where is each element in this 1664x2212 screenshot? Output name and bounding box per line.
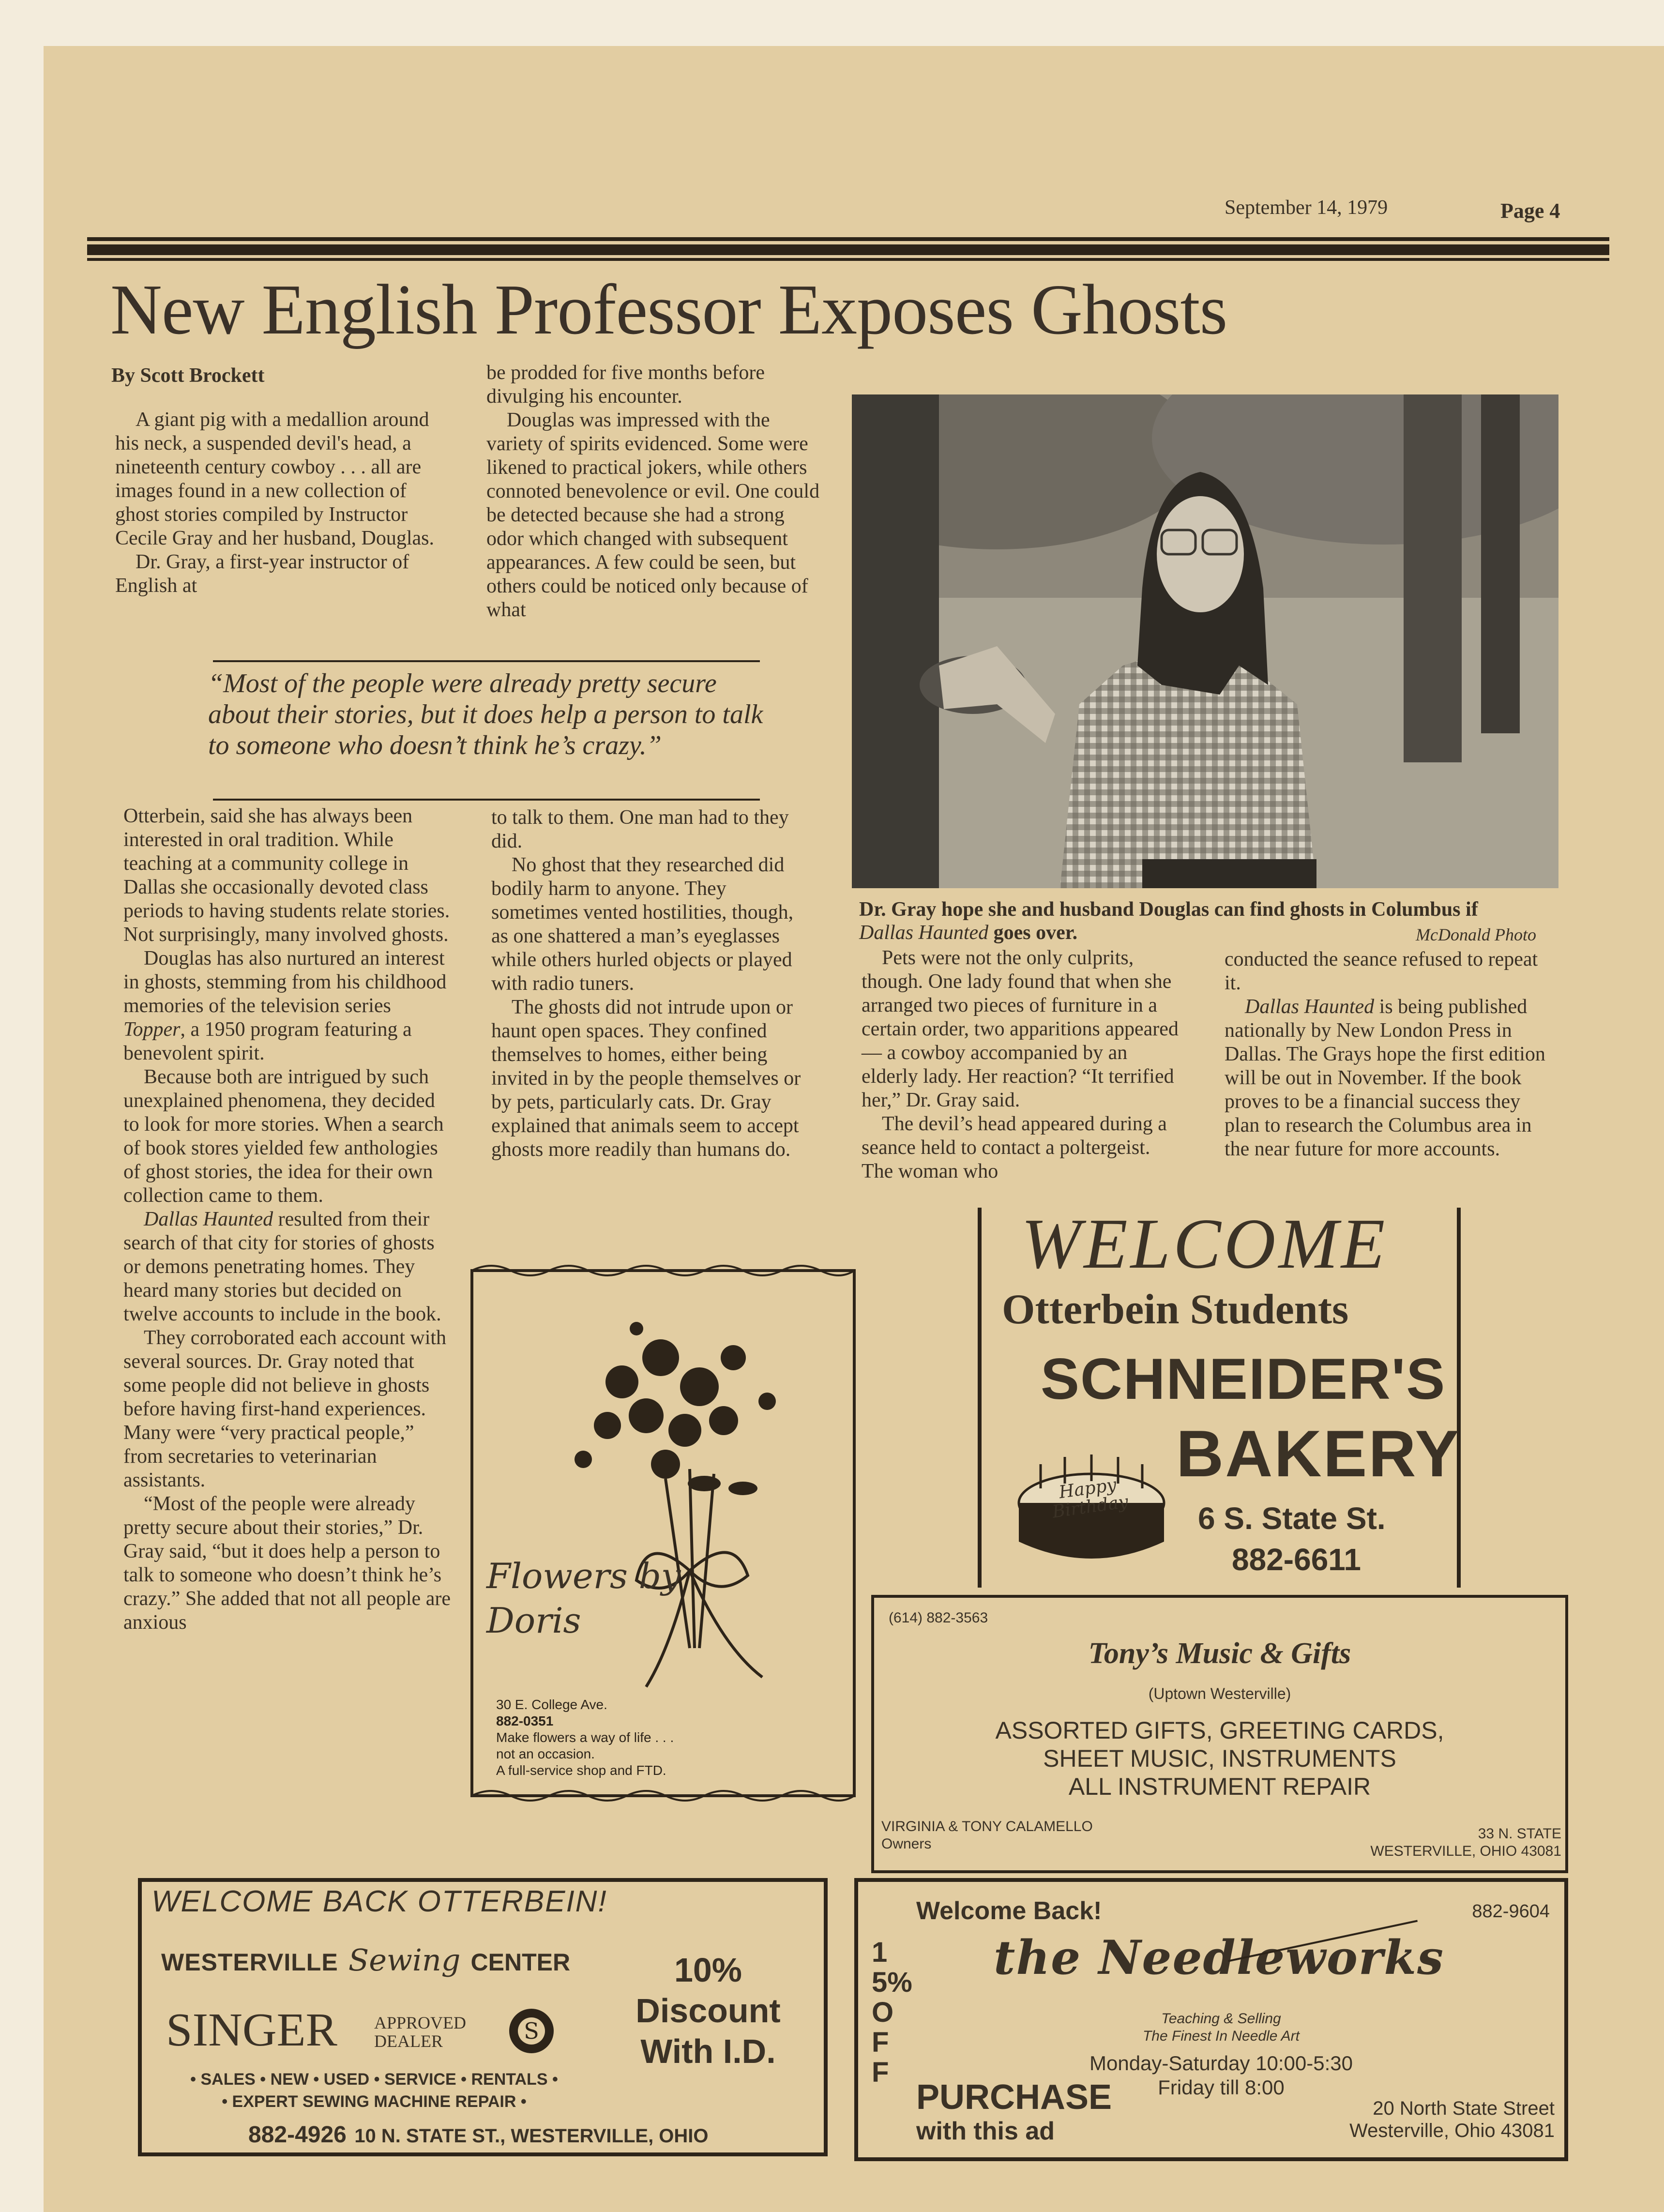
- flowers-ad-name: Flowers by Doris: [486, 1556, 681, 1641]
- cake-text: Happy Birthday: [1051, 1475, 1130, 1522]
- bakery-ad-border-left: [978, 1208, 982, 1588]
- paragraph: Dr. Gray, a first-year instructor of English at: [115, 551, 409, 597]
- paragraph: The devil’s head appeared during a seance held to contact a poltergeist. The woman who: [862, 1113, 1167, 1182]
- bakery-name-2: BAKERY: [1176, 1417, 1461, 1490]
- tonys-owners: VIRGINIA & TONY CALAMELLO Owners: [881, 1818, 1093, 1852]
- singer-discount: 10% Discount With I.D.: [635, 1951, 781, 2070]
- article-col2-bottom: [491, 806, 811, 1162]
- needleworks-address: 20 North State Street Westerville, Ohio 43081: [1349, 2098, 1555, 2141]
- needleworks-phone: 882-9604: [1472, 1901, 1550, 1922]
- tonys-services: ASSORTED GIFTS, GREETING CARDS, SHEET MUSIC, INSTRUMENTS ALL INSTRUMENT REPAIR: [995, 1717, 1444, 1800]
- tonys-location: (Uptown Westerville): [1148, 1685, 1291, 1702]
- photo-credit: McDonald Photo: [1416, 925, 1536, 944]
- singer-services: • SALES • NEW • USED • SERVICE • RENTALS • • EXPERT SEWING MACHINE REPAIR •: [190, 2070, 558, 2111]
- pull-quote-rule-bottom: [213, 799, 760, 801]
- needleworks-ad: [854, 1878, 1568, 2161]
- paragraph: Douglas was impressed with the variety of spirits evidenced. Some were likened to practical jokers, while others connoted benevolence or evil. One could be detected because she had a strong odor which changed with subsequent appearances. A few could be seen, but others could be noticed only because of what: [486, 409, 820, 621]
- article-col4: [1225, 948, 1546, 1161]
- singer-logo-icon: [507, 2007, 556, 2055]
- paragraph: They corroborated each account with several sources. Dr. Gray noted that some people did not believe in ghosts before having first-hand experiences. Many were “very practical people,” from secretaries to veterinarian assistants.: [123, 1327, 447, 1491]
- header-rule-thick: [87, 244, 1609, 255]
- bakery-subtitle: Otterbein Students: [1002, 1286, 1349, 1333]
- portrait-photo: [852, 394, 1558, 888]
- singer-contact: 882-4926 10 N. STATE ST., WESTERVILLE, OHIO: [248, 2122, 709, 2148]
- flowers-ad: [462, 1261, 864, 1805]
- paragraph: The ghosts did not intrude upon or haunt open spaces. They confined themselves to homes, either being invited in by the people themselves or by pets, particularly cats. Dr. Gray explained that animals seem to accept ghosts more readily than humans do.: [491, 996, 801, 1161]
- bakery-name-1: SCHNEIDER'S: [1041, 1347, 1446, 1411]
- tonys-phone: (614) 882-3563: [889, 1610, 988, 1626]
- article-col2-top: [486, 361, 820, 622]
- paragraph: be prodded for five months before divulging his encounter.: [486, 362, 765, 408]
- needleworks-hours: Monday-Saturday 10:00-5:30 Friday till 8:00: [1089, 2052, 1353, 2099]
- paragraph: Because both are intrigued by such unexplained phenomena, they decided to look for more stories. When a search of book stores yielded few anthologies of ghost stories, the idea for their own collection came to them.: [123, 1066, 444, 1207]
- byline: By Scott Brockett: [111, 364, 265, 387]
- needleworks-logo: the Needleworks: [994, 1930, 1445, 1985]
- needleworks-tagline: Teaching & Selling The Finest In Needle Art: [1142, 2011, 1300, 2044]
- paragraph: Dallas Haunted resulted from their search of that city for stories of ghosts or demons penetrating homes. They heard many stories but decided on twelve accounts to include in the book.: [123, 1208, 441, 1325]
- bakery-address: 6 S. State St.: [1198, 1501, 1386, 1536]
- photo-caption: Dr. Gray hope she and husband Douglas can find ghosts in Columbus if Dallas Haunted goes over.: [859, 898, 1478, 944]
- needleworks-purchase: PURCHASE with this ad: [916, 2078, 1112, 2145]
- paragraph: No ghost that they researched did bodily harm to anyone. They sometimes vented hostilities, though, as one shattered a man’s eyeglasses while others hurled objects or played with radio tuners.: [491, 854, 794, 995]
- bouquet-illustration: [575, 1322, 776, 1495]
- birthday-cake-illustration: [1012, 1450, 1171, 1580]
- singer-sewing-ad: [138, 1878, 828, 2156]
- singer-store-name: WESTERVILLE Sewing CENTER: [161, 1942, 571, 1978]
- paragraph: A giant pig with a medallion around his neck, a suspended devil's head, a nineteenth century cowboy . . . all are images found in a new collection of ghost stories compiled by Instructor Cecile Gray and her husband, Douglas.: [115, 409, 434, 549]
- header-rule-top: [87, 237, 1609, 241]
- page-number: Page 4: [1500, 199, 1560, 223]
- paragraph: “Most of the people were already pretty secure about their stories,” Dr. Gray said, “but it does help a person to talk to someone who doesn’t think he’s crazy.” She added that not all people are anxious: [123, 1493, 451, 1634]
- paragraph: Dallas Haunted is being published nationally by New London Press in Dallas. The Grays hope the first edition will be out in November. If the book proves to be a financial success they plan to research the Columbus area in the near future for more accounts.: [1225, 996, 1545, 1160]
- article-col3: [862, 946, 1183, 1183]
- pull-quote: “Most of the people were already pretty secure about their stories, but it does help a person to talk to someone who doesn’t think he’s crazy.”: [208, 668, 763, 760]
- needleworks-offer-vertical: 15% OFF: [872, 1937, 912, 2088]
- photo-image: [852, 394, 1558, 888]
- singer-approved-dealer: APPROVED DEALER: [374, 2013, 467, 2051]
- paragraph: Otterbein, said she has always been interested in oral tradition. While teaching at a community college in Dallas she occasionally devoted class periods to having students relate stories. Not surprisingly, many involved ghosts.: [123, 805, 450, 946]
- article-col1-top: [115, 408, 439, 598]
- paragraph: to talk to them. One man had to they did.: [491, 806, 789, 852]
- tonys-name: Tony’s Music & Gifts: [1088, 1637, 1351, 1670]
- singer-brand: SINGER: [166, 2004, 337, 2056]
- singer-heading: WELCOME BACK OTTERBEIN!: [151, 1885, 607, 1918]
- article-col1-bottom: [123, 804, 453, 1635]
- tonys-address: 33 N. STATE WESTERVILLE, OHIO 43081: [1370, 1826, 1561, 1859]
- bakery-phone: 882-6611: [1232, 1542, 1361, 1577]
- tonys-music-ad: [871, 1595, 1568, 1873]
- bakery-ad: [978, 1204, 1462, 1588]
- needleworks-welcome: Welcome Back!: [916, 1897, 1102, 1925]
- bakery-ad-border-right: [1457, 1208, 1461, 1588]
- header-rule-bottom: [87, 258, 1609, 261]
- bakery-welcome: WELCOME: [1021, 1204, 1388, 1284]
- headline: New English Professor Exposes Ghosts: [110, 270, 1227, 349]
- svg-text:S: S: [524, 2018, 539, 2044]
- issue-date: September 14, 1979: [1225, 197, 1388, 219]
- paragraph: Douglas has also nurtured an interest in ghosts, stemming from his childhood memories of the television series Topper, a 1950 program featuring a benevolent spirit.: [123, 947, 447, 1064]
- flowers-ad-info: 30 E. College Ave. 882-0351 Make flowers a way of life . . . not an occasion. A full-service shop and FTD.: [496, 1697, 674, 1778]
- paragraph: conducted the seance refused to repeat it.: [1225, 948, 1538, 994]
- pull-quote-rule-top: [213, 660, 760, 662]
- paragraph: Pets were not the only culprits, though. One lady found that when she arranged two pieces of furniture in a certain order, two apparitions appeared — a cowboy accompanied by an elderly lady. Her reaction? “It terrified her,” Dr. Gray said.: [862, 947, 1179, 1111]
